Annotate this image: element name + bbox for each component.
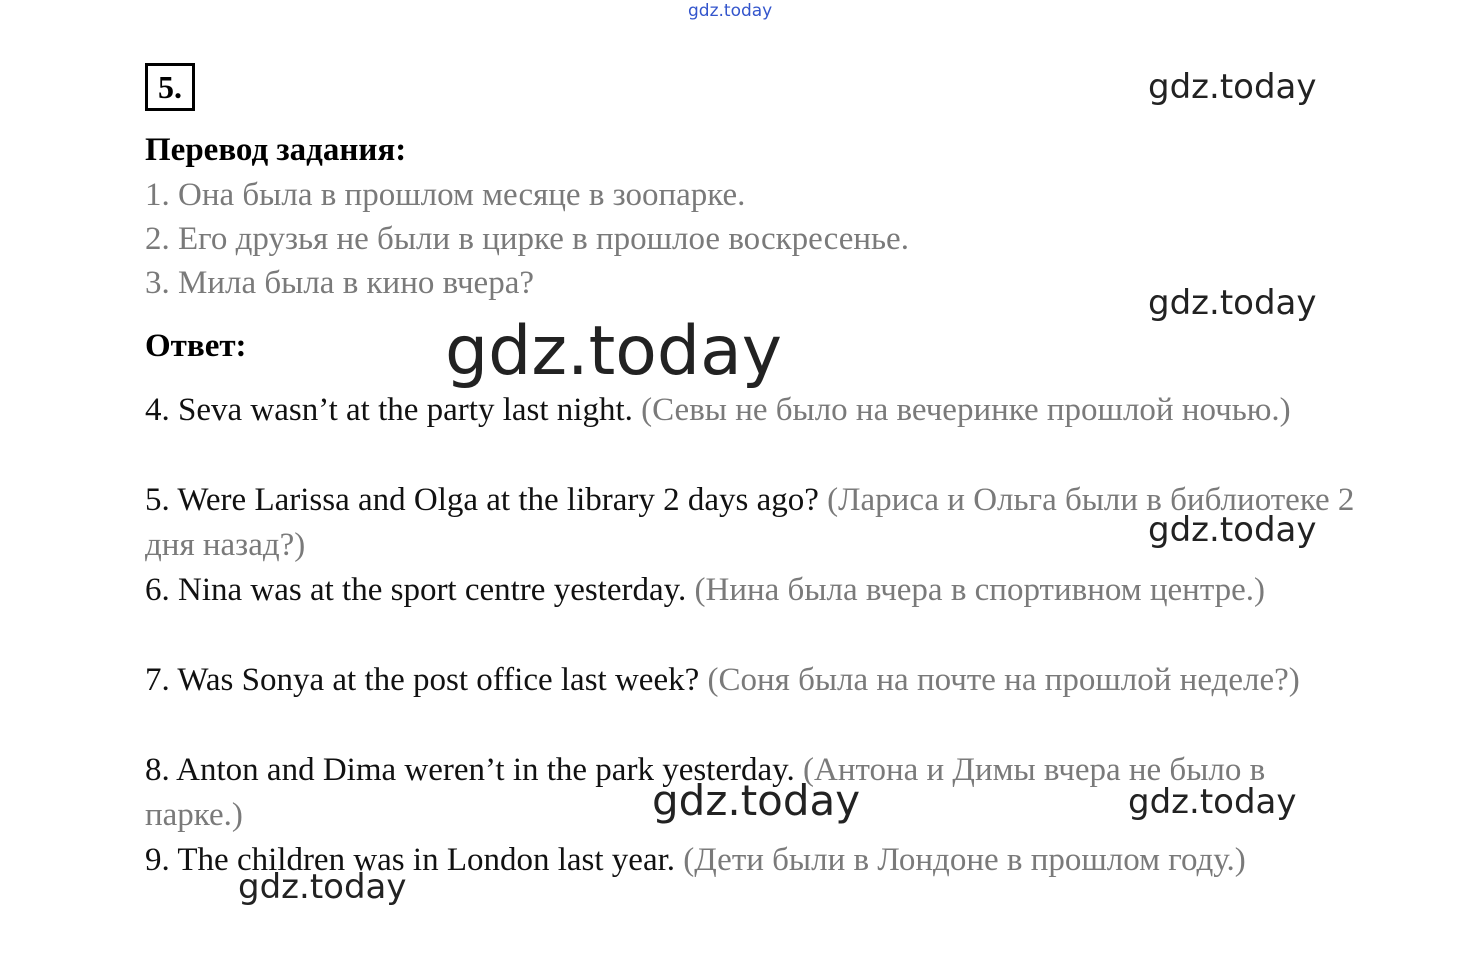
translation-heading: Перевод задания:	[145, 132, 407, 168]
watermark: gdz.today	[1128, 782, 1297, 822]
answer-russian: (Лариса и Ольга были в библиотеке 2 дня назад?)	[145, 482, 1355, 563]
answer-russian: (Севы не было на вечеринке прошлой ночью.)	[641, 392, 1291, 428]
task-sentence: 3. Мила была в кино вчера?	[145, 265, 534, 301]
watermark: gdz.today	[1148, 67, 1317, 107]
watermark: gdz.today	[238, 867, 407, 907]
answer-english: 7. Was Sonya at the post office last week?	[145, 662, 700, 698]
answer-item	[145, 568, 1370, 658]
answer-russian: (Нина была вчера в спортивном центре.)	[694, 572, 1266, 608]
answer-russian: (Антона и Димы вчера не было в парке.)	[145, 752, 1266, 833]
watermark: gdz.today	[1148, 510, 1317, 550]
watermark: gdz.today	[652, 776, 861, 825]
answer-item	[145, 478, 1370, 568]
answer-english: 9. The children was in London last year.	[145, 842, 676, 878]
task-number-box: 5.	[145, 63, 195, 111]
answer-item	[145, 658, 1370, 748]
watermark: gdz.today	[1148, 283, 1317, 323]
answer-russian: (Соня была на почте на прошлой неделе?)	[707, 662, 1300, 698]
answer-russian: (Дети были в Лондоне в прошлом году.)	[683, 842, 1246, 878]
answer-english: 4. Seva wasn’t at the party last night.	[145, 392, 633, 428]
answer-heading: Ответ:	[145, 328, 247, 364]
answer-english: 6. Nina was at the sport centre yesterday.	[145, 572, 687, 608]
answer-item	[145, 388, 1370, 478]
task-sentence: 1. Она была в прошлом месяце в зоопарке.	[145, 177, 746, 213]
watermark-large: gdz.today	[445, 312, 782, 391]
watermark-top: gdz.today	[688, 1, 773, 21]
answer-list	[145, 388, 1370, 928]
answer-english: 8. Anton and Dima weren’t in the park yesterday.	[145, 752, 795, 788]
task-sentence: 2. Его друзья не были в цирке в прошлое воскресенье.	[145, 221, 909, 257]
answer-english: 5. Were Larissa and Olga at the library 2 days ago?	[145, 482, 819, 518]
